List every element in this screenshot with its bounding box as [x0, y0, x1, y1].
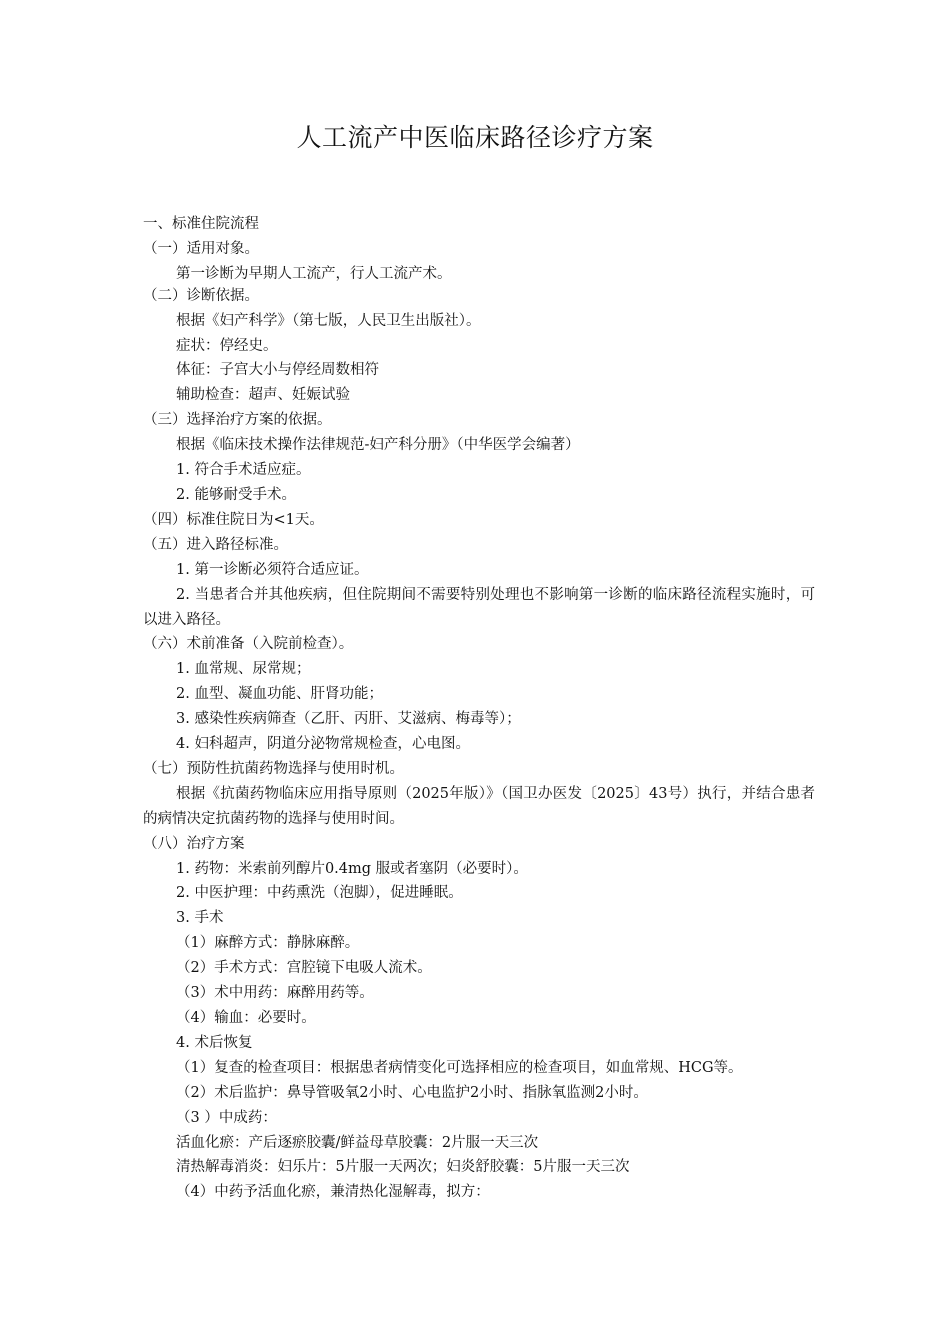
list-item: 1. 药物：米索前列醇片0.4mg 服或者塞阴（必要时）。 [176, 860, 528, 877]
list-item: 4. 术后恢复 [176, 1034, 253, 1051]
subsection-heading: （五）进入路径标准。 [143, 536, 288, 553]
list-item: （2）手术方式：宫腔镜下电吸人流术。 [176, 960, 432, 977]
paragraph: 根据《抗菌药物临床应用指导原则（2025年版）》（国卫办医发〔2025〕43号）执行，并结合患者的病情决定抗菌药物的选择与使用时间。 [143, 785, 815, 827]
list-item: 1. 第一诊断必须符合适应证。 [176, 561, 369, 578]
list-item: 4. 妇科超声，阴道分泌物常规检查，心电图。 [176, 736, 470, 753]
list-item: 2. 中医护理：中药熏洗（泡脚），促进睡眠。 [176, 885, 463, 902]
list-item: 2. 能够耐受手术。 [176, 486, 296, 503]
text-line: 症状：停经史。 [176, 337, 278, 354]
subsection-heading: （七）预防性抗菌药物选择与使用时机。 [143, 760, 404, 777]
list-item: 3. 感染性疾病筛查（乙肝、丙肝、艾滋病、梅毒等）； [176, 711, 521, 728]
text-line: 体征：子宫大小与停经周数相符 [176, 362, 379, 379]
text-line: 辅助检查：超声、妊娠试验 [176, 387, 350, 404]
list-item: （3 ）中成药： [176, 1109, 277, 1126]
list-item: （2）术后监护：鼻导管吸氧2小时、心电监护2小时、指脉氧监测2小时。 [176, 1084, 648, 1101]
list-item: （1）复查的检查项目：根据患者病情变化可选择相应的检查项目，如血常规、HCG等。 [176, 1059, 743, 1076]
document-title: 人工流产中医临床路径诊疗方案 [296, 123, 654, 152]
subsection-heading: （一）适用对象。 [143, 240, 259, 257]
list-item: 2. 血型、凝血功能、肝肾功能； [176, 686, 383, 703]
subsection-heading: （八）治疗方案 [143, 835, 245, 852]
text-line: 活血化瘀：产后逐瘀胶囊/鲜益母草胶囊：2片服一天三次 [176, 1134, 539, 1151]
document-body [143, 212, 815, 1205]
text-line: 根据《临床技术操作法律规范-妇产科分册》（中华医学会编著） [176, 437, 580, 454]
subsection-heading: （六）术前准备（入院前检查）。 [143, 636, 354, 653]
text-line: 根据《妇产科学》（第七版，人民卫生出版社）。 [176, 312, 481, 329]
list-item: （1）麻醉方式：静脉麻醉。 [176, 935, 360, 952]
paragraph: 2. 当患者合并其他疾病，但住院期间不需要特别处理也不影响第一诊断的临床路径流程实施时，可以进入路径。 [143, 586, 815, 628]
list-item: （4）输血：必要时。 [176, 1010, 316, 1026]
text-line: 清热解毒消炎：妇乐片：5片服一天两次；妇炎舒胶囊：5片服一天三次 [176, 1159, 630, 1176]
section-heading: 一、标准住院流程 [143, 216, 259, 232]
text-line: 第一诊断为早期人工流产，行人工流产术。 [176, 265, 452, 282]
list-item: 1. 符合手术适应症。 [176, 462, 311, 479]
subsection-heading: （四）标准住院日为<1天。 [143, 511, 324, 528]
list-item: 1. 血常规、尿常规； [176, 661, 311, 678]
list-item: 3. 手术 [176, 910, 224, 927]
subsection-heading: （三）选择治疗方案的依据。 [143, 412, 332, 429]
list-item: （4）中药予活血化瘀，兼清热化湿解毒，拟方： [176, 1184, 490, 1201]
subsection-heading: （二）诊断依据。 [143, 287, 259, 304]
list-item: （3）术中用药：麻醉用药等。 [176, 985, 374, 1002]
